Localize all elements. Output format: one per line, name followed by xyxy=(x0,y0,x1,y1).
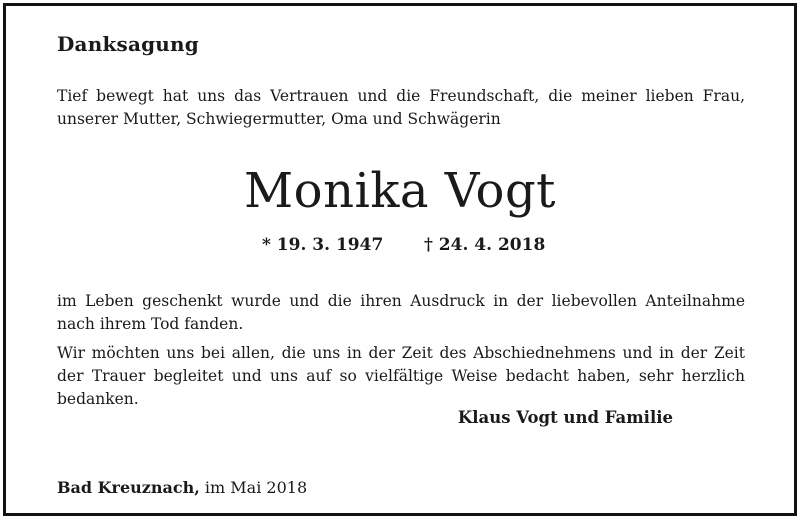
notice-border xyxy=(3,3,797,516)
second-paragraph: im Leben geschenkt wurde und die ihren Ausdruck in der liebevollen Anteilnahme nach ihrem Tod fanden. xyxy=(57,292,745,333)
place-and-date xyxy=(57,478,307,497)
birth-date: * 19. 3. 1947 xyxy=(262,235,384,255)
intro-paragraph: Tief bewegt hat uns das Vertrauen und die Freundschaft, die meiner lieben Frau, unserer Mutter, Schwiegermutter, Oma und Schwägerin xyxy=(57,87,745,128)
notice-heading: Danksagung xyxy=(57,32,199,56)
death-date: † 24. 4. 2018 xyxy=(424,235,546,255)
deceased-name: Monika Vogt xyxy=(244,163,556,219)
place-name: Bad Kreuznach, xyxy=(57,478,200,497)
signature: Klaus Vogt und Familie xyxy=(457,408,673,427)
notice-date: im Mai 2018 xyxy=(204,478,308,497)
thanks-paragraph: Wir möchten uns bei allen, die uns in der Zeit des Abschiednehmens und in der Zeit der Trauer begleitet und uns auf so vielfältige Weise bedacht haben, sehr herzlich bedanken. xyxy=(57,344,745,408)
